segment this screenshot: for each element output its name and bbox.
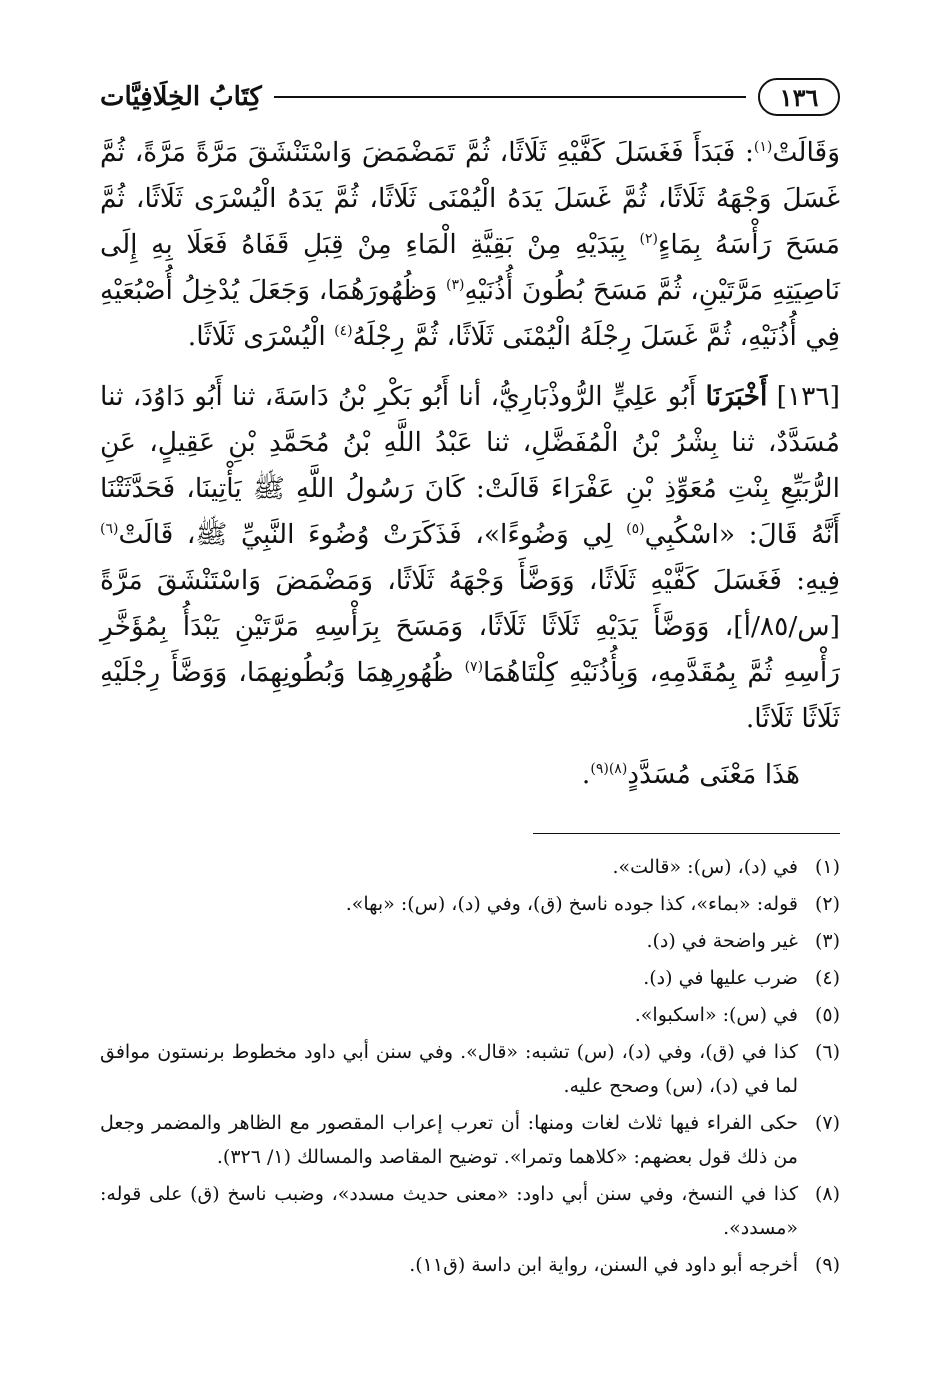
text-run: وَقَالَتْ [772, 137, 840, 168]
text-run: هَذَا مَعْنَى مُسَدَّدٍ [627, 759, 800, 790]
text-run: لِي وَضُوءًا»، فَذَكَرَتْ وُضُوءَ النَّبِيِّ ﷺ، قَالَتْ [118, 519, 627, 550]
page-number-badge: ١٣٦ [758, 78, 840, 116]
paragraph-2 [100, 374, 840, 742]
footnote-text: حكى الفراء فيها ثلاث لغات ومنها: أن تعرب إعراب المقصور مع الظاهر والمضمر وجعل من ذلك قول بعضهم: «كلاهما وتمرا». توضيح المقاصد والمسالك (١/ ٣٢٦). [100, 1112, 798, 1168]
footnote-ref-2[interactable]: (٢) [639, 231, 658, 248]
footnote-number: (٢) [814, 893, 840, 915]
lead-word: أَخْبَرَنَا [705, 381, 768, 412]
text-run: بِيَدَيْهِ مِنْ بَقِيَّةِ الْمَاءِ مِنْ قِبَلِ قَفَاهُ فَعَلَا بِهِ إِلَى نَاصِيَتِهِ مَرَّتَيْنِ، ثُمَّ مَسَحَ بُطُونَ أُذُنَيْهِ [100, 229, 840, 306]
footnote-ref-8-9[interactable]: (٨)(٩) [590, 761, 628, 778]
footnote-text: غير واضحة في (د). [646, 930, 798, 952]
main-text [100, 130, 840, 798]
footnote-number: (١) [814, 856, 840, 878]
footnote-text: قوله: «بماء»، كذا جوده ناسخ (ق)، وفي (د)، (س): «بها». [345, 893, 798, 915]
footnote-ref-6[interactable]: (٦) [100, 521, 119, 538]
footnote-text: كذا في (ق)، وفي (د)، (س) تشبه: «قال». وفي سنن أبي داود مخطوط برنستون موافق لما في (د)، (س) وصحح عليه. [100, 1041, 798, 1097]
footnote-number: (٤) [814, 967, 840, 989]
footnote-number: (٧) [814, 1112, 840, 1134]
footnote-number: (٩) [814, 1254, 840, 1276]
footnote-text: ضرب عليها في (د). [643, 967, 798, 989]
footnote-text: كذا في النسخ، وفي سنن أبي داود: «معنى حديث مسدد»، وضبب ناسخ (ق) على قوله: «مسدد». [100, 1183, 799, 1239]
footnotes [100, 850, 840, 1285]
paragraph-3 [100, 752, 840, 798]
header-rule [274, 96, 746, 98]
footnote-text: أخرجه أبو داود في السنن، رواية ابن داسة (ق١١). [409, 1254, 798, 1276]
footnote-ref-3[interactable]: (٣) [445, 277, 465, 294]
footnote-item [100, 850, 840, 884]
footnote-number: (٦) [814, 1041, 840, 1063]
text-run: ظُهُورِهِمَا وَبُطُونِهِمَا، وَوَضَّأَ رِجْلَيْهِ ثَلَاثًا ثَلَاثًا. [100, 657, 840, 734]
footnote-ref-1[interactable]: (١) [753, 139, 773, 156]
footnote-item [100, 1106, 840, 1174]
text-run: فِيهِ: فَغَسَلَ كَفَّيْهِ ثَلَاثًا، وَوَضَّأَ وَجْهَهُ ثَلَاثًا، وَمَضْمَضَ وَاسْتَنْشَقَ مَرَّةً [س/٨٥/أ]، وَوَضَّأَ يَدَيْهِ ثَلَاثًا ثَلَاثًا، وَمَسَحَ بِرَأْسِهِ مَرَّتَيْنِ يَبْدَأُ بِمُؤَخَّرِ رَأْسِهِ ثُمَّ بِمُقَدَّمِهِ، وَبِأُذُنَيْهِ كِلْتَاهُمَا [100, 565, 840, 688]
footnote-item [100, 961, 840, 995]
text-run: . [581, 759, 591, 790]
footnote-text: في (س): «اسكبوا». [634, 1004, 798, 1026]
book-title: كِتَابُ الخِلَافِيَّات [100, 82, 262, 112]
footnote-item [100, 887, 840, 921]
footnote-separator [533, 833, 840, 834]
footnote-text: في (د)، (س): «قالت». [612, 856, 798, 878]
footnote-ref-4[interactable]: (٤) [334, 323, 353, 340]
hadith-number: [١٣٦] [767, 381, 840, 412]
footnote-ref-5[interactable]: (٥) [626, 521, 645, 538]
footnote-item [100, 1177, 840, 1245]
footnote-number: (٨) [814, 1183, 840, 1205]
footnote-item [100, 1035, 840, 1103]
page-header [100, 72, 840, 122]
footnote-ref-7[interactable]: (٧) [464, 659, 484, 676]
footnote-number: (٣) [814, 930, 840, 952]
footnote-item [100, 924, 840, 958]
text-run: الْيُسْرَى ثَلَاثًا. [187, 321, 335, 352]
text-run: وَظُهُورَهُمَا، وَجَعَلَ يُدْخِلُ أُصْبُعَيْهِ فِي أُذُنَيْهِ، ثُمَّ غَسَلَ رِجْلَهُ الْيُمْنَى ثَلَاثًا، ثُمَّ رِجْلَهُ [100, 275, 840, 352]
footnote-item [100, 998, 840, 1032]
footnote-item [100, 1248, 840, 1282]
text-run: : فَبَدَأَ فَغَسَلَ كَفَّيْهِ ثَلَاثًا، ثُمَّ تَمَضْمَضَ وَاسْتَنْشَقَ مَرَّةً مَرَّةً، ثُمَّ غَسَلَ وَجْهَهُ ثَلَاثًا، ثُمَّ غَسَلَ يَدَهُ الْيُمْنَى ثَلَاثًا، ثُمَّ يَدَهُ الْيُسْرَى ثَلَاثًا، ثُمَّ مَسَحَ رَأْسَهُ بِمَاءٍ [100, 137, 841, 260]
footnote-number: (٥) [814, 1004, 840, 1026]
paragraph-1 [100, 130, 840, 360]
text-run: أَبُو عَلِيٍّ الرُّوذْبَارِيُّ، أنا أَبُو بَكْرِ بْنُ دَاسَةَ، ثنا أَبُو دَاوُدَ، ثنا مُسَدَّدٌ، ثنا بِشْرُ بْنُ الْمُفَضَّلِ، ثنا عَبْدُ اللَّهِ بْنُ مُحَمَّدِ بْنِ عَقِيلٍ، عَنِ الرُّبَيِّعِ بِنْتِ مُعَوِّذِ بْنِ عَفْرَاءَ قَالَتْ: كَانَ رَسُولُ اللَّهِ ﷺ يَأْتِينَا، فَحَدَّثَتْنَا أَنَّهُ قَالَ: «اسْكُبِي [100, 381, 841, 550]
